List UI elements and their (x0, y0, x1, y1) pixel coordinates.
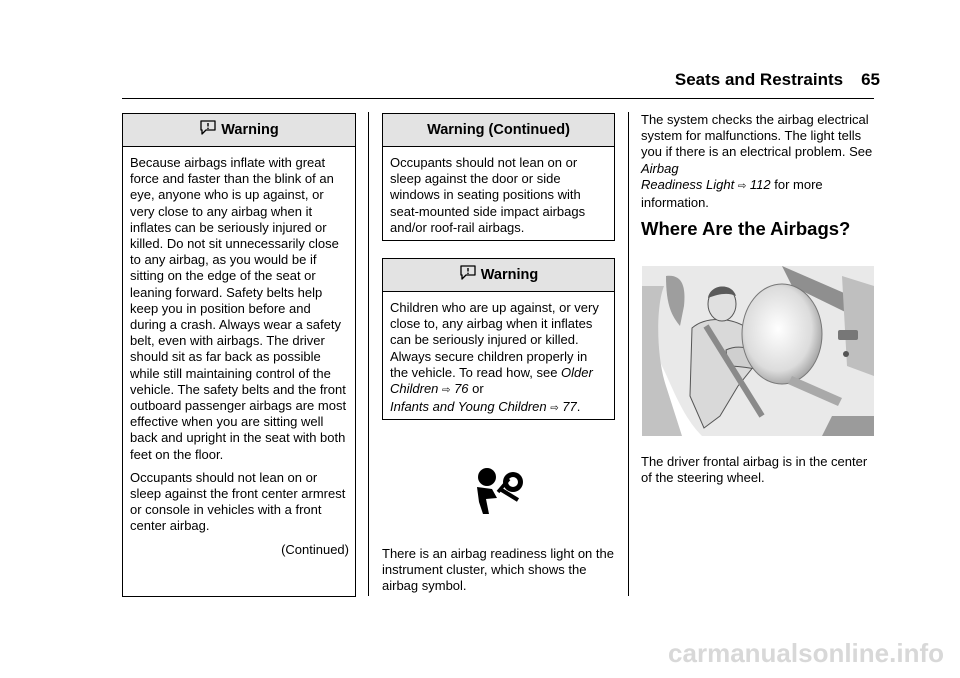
watermark (0, 638, 960, 669)
symbol-description: There is an airbag readiness light on the instrument cluster, which shows the airbag symbol. (382, 546, 614, 594)
warning-continued-header: Warning (Continued) (383, 114, 614, 147)
warning-continued-box (382, 113, 615, 241)
ref-link-infants[interactable]: Infants and Young Children (390, 399, 547, 415)
page-header (600, 70, 880, 90)
warning-box-2-body (383, 292, 614, 430)
warning-2-title: Warning (480, 267, 539, 283)
section-heading: Where Are the Airbags? (641, 218, 851, 239)
warning-continued-body (383, 147, 614, 249)
ref-arrow-icon: ⇨ (737, 180, 747, 192)
continued-label: (Continued) (281, 541, 349, 557)
warning-box-1-header (123, 114, 355, 147)
warning-continued-text: Occupants should not lean on or sleep against the door or side windows in seating positions with seat-mounted side impact airbags and/or roof-rail airbags. (390, 155, 586, 235)
ref-arrow-icon: ⇨ (442, 385, 451, 397)
system-check-end: for more information. (641, 176, 823, 211)
period-text: . (576, 399, 581, 415)
warning-paragraph-2: Occupants should not lean on or sleep against the front center armrest or console in vehicles with a front center airbag. (130, 469, 346, 534)
column-divider-2 (628, 112, 629, 596)
warning-box-1-body (123, 147, 355, 571)
system-check-main: The system checks the airbag electrical system for malfunctions. The light tells you if there is an electrical problem. See (641, 112, 873, 160)
warning-2-text-main: Children who are up against, or very close to, any airbag when it inflates can be seriously injured or killed. Always secure children properly in the vehicle. To read how, see (390, 300, 599, 380)
figure-caption: The driver frontal airbag is in the center of the steering wheel. (641, 454, 868, 486)
warning-box-2 (382, 258, 615, 420)
driver-airbag-illustration (642, 266, 874, 436)
section-title: Seats and Restraints (674, 70, 844, 89)
watermark-text: carmanualsonline.info (668, 638, 944, 668)
ref-arrow-icon: ⇨ (550, 403, 559, 415)
airbag-readiness-symbol-icon (472, 462, 528, 518)
warning-title: Warning (221, 122, 279, 138)
ref-link-airbag-readiness[interactable]: Airbag (641, 160, 679, 176)
warning-2-text (390, 300, 608, 417)
ref-link-airbag-readiness-2[interactable]: Readiness Light (641, 176, 735, 192)
warning-paragraph-1: Because airbags inflate with great force and faster than the blink of an eye, anyone who is up against, or very close to any airbag when it inflates can be seriously injured or killed. Do not sit unnecessarily close to any airbag, as you would be if sitting on the edge of the seat or leaning forward. Safety belts help keep you in position before and during a crash. Always wear a safety belt, even with airbags. The driver should sit as far back as possible while still maintaining control of the vehicle. The safety belts and the front outboard passenger airbags are most effective when you are sitting well back and upright in the seat with both feet on the floor. (130, 155, 347, 462)
warning-icon (459, 264, 477, 281)
system-check-text (641, 112, 873, 211)
warning-box-1 (122, 113, 356, 597)
warning-icon (199, 119, 217, 136)
ref-page-infants[interactable]: 77 (562, 399, 577, 415)
page-number: 65 (861, 70, 880, 89)
ref-or-text: or (468, 381, 484, 397)
ref-page-older-children[interactable]: 76 (454, 381, 469, 397)
ref-page-airbag-readiness[interactable]: 112 (749, 176, 771, 192)
header-rule (122, 98, 874, 99)
ref-link-older-children[interactable]: Older Children (390, 364, 593, 397)
column-divider-1 (368, 112, 369, 596)
warning-box-2-header (383, 259, 614, 292)
